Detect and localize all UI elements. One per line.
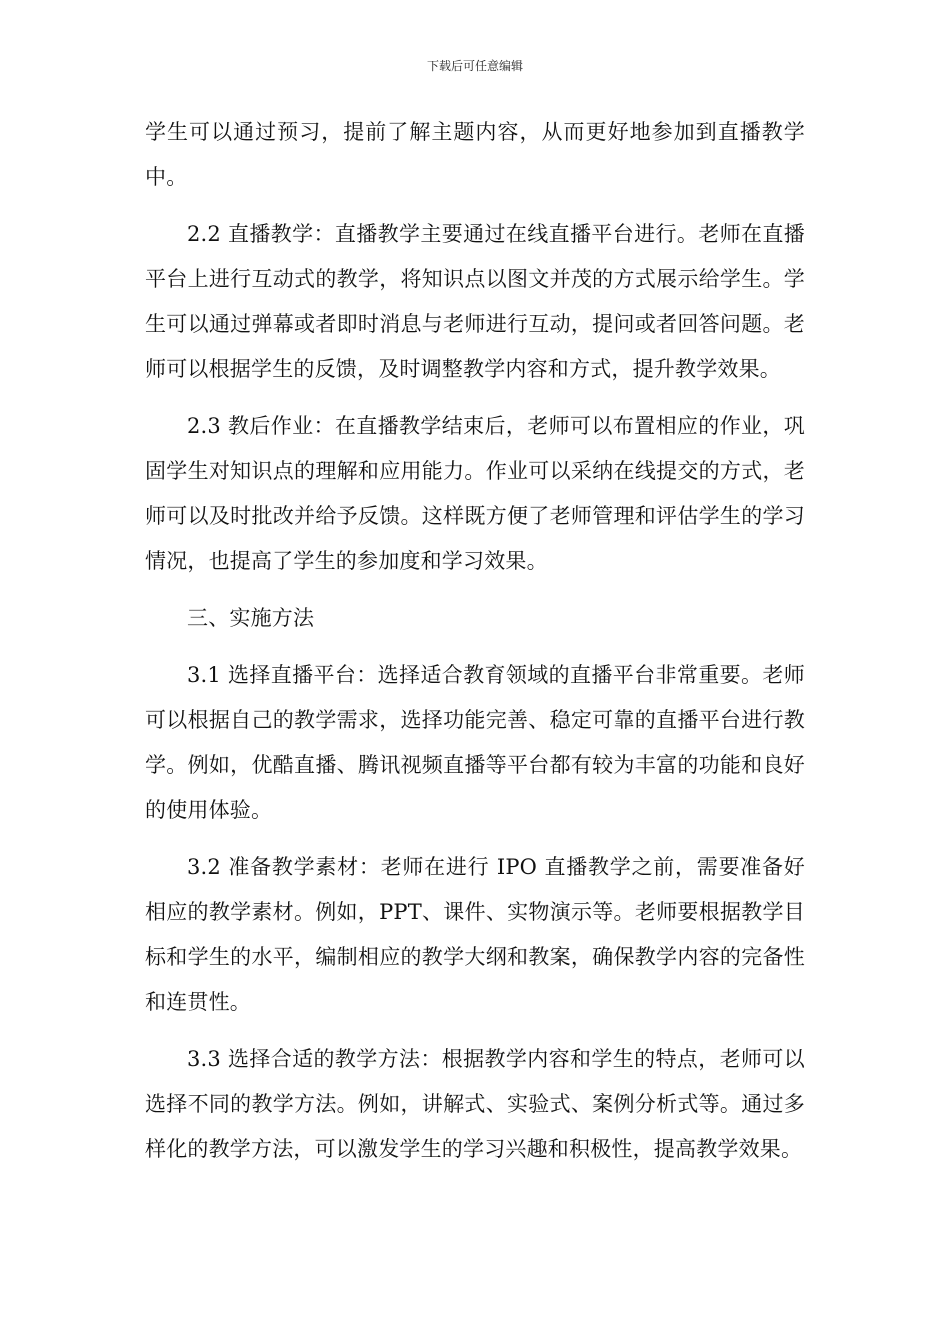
- paragraph-3-2-materials: 3.2 准备教学素材：老师在进行 IPO 直播教学之前，需要准备好相应的教学素材。例如，PPT、课件、实物演示等。老师要根据教学目标和学生的水平，编制相应的教学大纲和教案，确保教学内容的完备性和连贯性。: [145, 855, 805, 1014]
- header-note: 下载后可任意编辑: [426, 59, 523, 73]
- paragraph-2-3-homework: 2.3 教后作业：在直播教学结束后，老师可以布置相应的作业，巩固学生对知识点的理解和应用能力。作业可以采纳在线提交的方式，老师可以及时批改并给予反馈。这样既方便了老师管理和评估学生的学习情况，也提高了学生的参加度和学习效果。: [145, 414, 805, 573]
- document-body: [145, 110, 805, 1184]
- paragraph-continuation: 学生可以通过预习，提前了解主题内容，从而更好地参加到直播教学中。: [145, 120, 805, 189]
- paragraph-2-2-live-teaching: 2.2 直播教学：直播教学主要通过在线直播平台进行。老师在直播平台上进行互动式的教学，将知识点以图文并茂的方式展示给学生。学生可以通过弹幕或者即时消息与老师进行互动，提问或者回答问题。老师可以根据学生的反馈，及时调整教学内容和方式，提升教学效果。: [145, 222, 805, 381]
- paragraph-3-3-methods: 3.3 选择合适的教学方法：根据教学内容和学生的特点，老师可以选择不同的教学方法。例如，讲解式、实验式、案例分析式等。通过多样化的教学方法，可以激发学生的学习兴趣和积极性，提高教学效果。: [145, 1047, 805, 1161]
- section-heading-implementation: 三、实施方法: [187, 606, 315, 630]
- paragraph-3-1-platform: 3.1 选择直播平台：选择适合教育领域的直播平台非常重要。老师可以根据自己的教学需求，选择功能完善、稳定可靠的直播平台进行教学。例如，优酷直播、腾讯视频直播等平台都有较为丰富的功能和良好的使用体验。: [145, 663, 805, 822]
